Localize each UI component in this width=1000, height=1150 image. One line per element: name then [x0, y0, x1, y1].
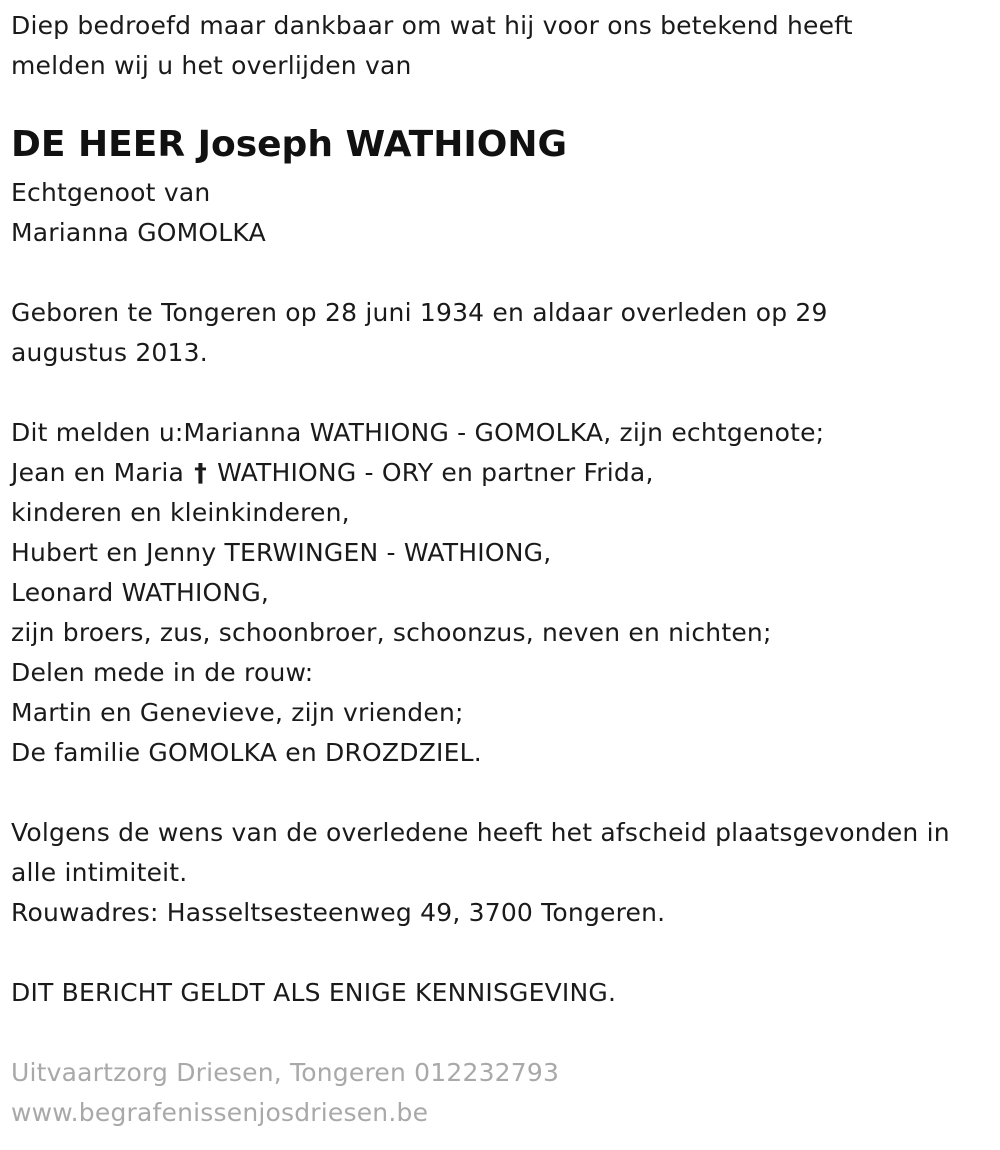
official-notice: DIT BERICHT GELDT ALS ENIGE KENNISGEVING.: [11, 978, 617, 1007]
birth-death-section: [11, 293, 996, 373]
announcer-line-4: Hubert en Jenny TERWINGEN - WATHIONG,: [11, 538, 552, 567]
announcer-line-7: Delen mede in de rouw:: [11, 658, 314, 687]
cross-icon: †: [194, 458, 207, 487]
birth-death-line-2: augustus 2013.: [11, 338, 208, 367]
announcer-line-5: Leonard WATHIONG,: [11, 578, 270, 607]
announcer-line-2: [11, 453, 996, 493]
obituary-notice: [11, 0, 996, 1133]
spouse-label: Echtgenoot van: [11, 178, 211, 207]
spacer: [11, 373, 996, 413]
deceased-name-title: DE HEER Joseph WATHIONG: [11, 124, 567, 165]
spacer: [11, 1013, 996, 1053]
spouse-name: Marianna GOMOLKA: [11, 218, 266, 247]
mourning-address: Rouwadres: Hasseltsesteenweg 49, 3700 Tongeren.: [11, 898, 666, 927]
farewell-line-2: alle intimiteit.: [11, 858, 188, 887]
website-link[interactable]: www.begrafenissenjosdriesen.be: [11, 1098, 429, 1127]
spouse-section: [11, 173, 996, 253]
announcer-line-9: De familie GOMOLKA en DROZDZIEL.: [11, 738, 482, 767]
spacer: [11, 253, 996, 293]
farewell-section: [11, 813, 996, 933]
farewell-line-1: Volgens de wens van de overledene heeft het afscheid plaatsgevonden in: [11, 818, 950, 847]
announcers-section: [11, 413, 996, 773]
announcer-line-2-start: Jean en Maria: [11, 458, 185, 487]
birth-death-line-1: Geboren te Tongeren op 28 juni 1934 en aldaar overleden op 29: [11, 298, 828, 327]
announcer-line-8: Martin en Genevieve, zijn vrienden;: [11, 698, 464, 727]
announcer-line-3: kinderen en kleinkinderen,: [11, 498, 350, 527]
spacer: [11, 773, 996, 813]
intro-line-2: melden wij u het overlijden van: [11, 51, 412, 80]
funeral-home-info: Uitvaartzorg Driesen, Tongeren 012232793: [11, 1058, 560, 1087]
announcer-line-6: zijn broers, zus, schoonbroer, schoonzus, neven en nichten;: [11, 618, 772, 647]
announcer-line-2-end: WATHIONG - ORY en partner Frida,: [217, 458, 654, 487]
intro-line-1: Diep bedroefd maar dankbaar om wat hij voor ons betekend heeft: [11, 11, 853, 40]
intro-section: [11, 6, 996, 86]
spacer: [11, 933, 996, 973]
announcer-line-1: Dit melden u:Marianna WATHIONG - GOMOLKA, zijn echtgenote;: [11, 418, 825, 447]
footer: [11, 1053, 996, 1133]
